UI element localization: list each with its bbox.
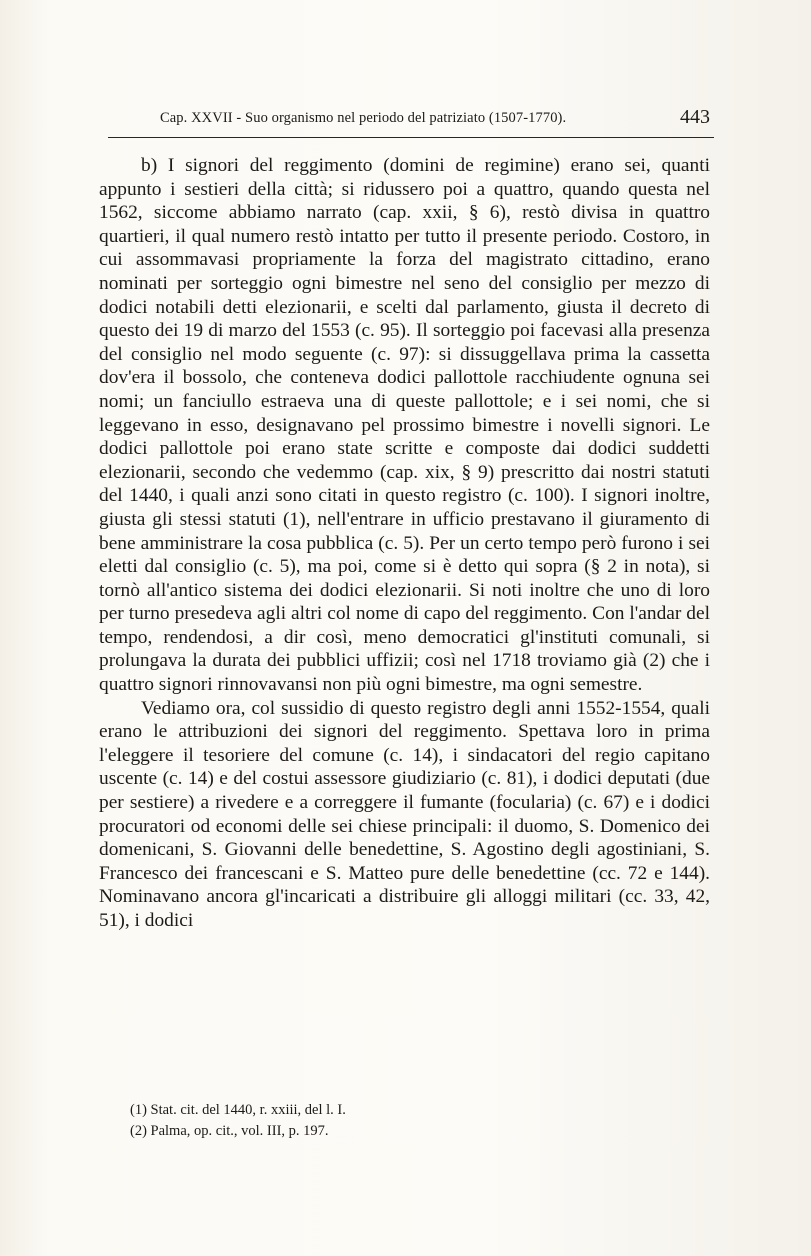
footnotes <box>130 1100 690 1142</box>
paragraph-signori-reggimento: b) I signori del reggimento (domini de regimine) erano sei, quanti appunto i sestieri della città; si ridussero poi a quattro, quando questa nel 1562, siccome abbiamo narrato (cap. xxii, § 6), restò divisa in quattro quartieri, il qual numero restò intatto per tutto il presente periodo. Costoro, in cui assommavasi propriamente la forza del magistrato cittadino, erano nominati per sorteggio ogni bimestre nel seno del consiglio per mezzo di dodici notabili detti elezionarii, e scelti dal parlamento, giusta il decreto di questo dei 19 di marzo del 1553 (c. 95). Il sorteggio poi facevasi alla presenza del consiglio nel modo seguente (c. 97): si dissuggellava prima la cassetta dov'era il bossolo, che conteneva dodici pallottole racchiudente ognuna sei nomi; un fanciullo estraeva una di queste pallottole; e i sei nomi, che si leggevano in esso, designavano pel prossimo bimestre i novelli signori. Le dodici pallottole poi erano state scritte e composte dai dodici suddetti elezionarii, secondo che vedemmo (cap. xix, § 9) prescritto dai nostri statuti del 1440, i quali anzi sono citati in questo registro (c. 100). I signori inoltre, giusta gli stessi statuti (1), nell'entrare in ufficio prestavano il giuramento di bene amministrare la cosa pubblica (c. 5). Per un certo tempo però furono i sei eletti dal consiglio (c. 5), ma poi, come si è detto qui sopra (§ 2 in nota), si tornò all'antico sistema dei dodici elezionarii. Si noti inoltre che uno di loro per turno presedeva agli altri col nome di capo del reggimento. Con l'andar del tempo, rendendosi, a dir così, meno democratici gl'instituti comunali, si prolungava la durata dei pubblici uffizii; così nel 1718 troviamo già (2) che i quattro signori rinnovavansi non più ogni bimestre, ma ogni semestre. <box>99 155 710 696</box>
page-number: 443 <box>680 106 710 128</box>
page-header <box>110 106 710 130</box>
paragraph-attribuzioni: Vediamo ora, col sussidio di questo registro degli anni 1552-1554, quali erano le attribuzioni dei signori del reggimento. Spettava loro in prima l'eleggere il tesoriere del comune (c. 14), i sindacatori del regio capitano uscente (c. 14) e del costui assessore giudiziario (c. 81), i dodici deputati (due per sestiere) a rivedere e a correggere il fumante (focularia) (c. 67) e i dodici procuratori od economi delle sei chiese principali: il duomo, S. Domenico dei domenicani, S. Giovanni delle benedettine, S. Agostino degli agostiniani, S. Francesco dei francescani e S. Matteo pure delle benedettine (cc. 72 e 144). Nominavano ancora gl'incaricati a distribuire gli alloggi militari (cc. 33, 42, 51), i dodici <box>99 697 710 931</box>
running-head: Cap. XXVII - Suo organismo nel periodo del patriziato (1507-1770). <box>160 110 567 126</box>
main-text <box>99 154 710 933</box>
footnote-2: (2) Palma, op. cit., vol. III, p. 197. <box>130 1123 329 1139</box>
header-rule <box>108 137 714 138</box>
footnote-1: (1) Stat. cit. del 1440, r. xxiii, del l. I. <box>130 1102 346 1118</box>
